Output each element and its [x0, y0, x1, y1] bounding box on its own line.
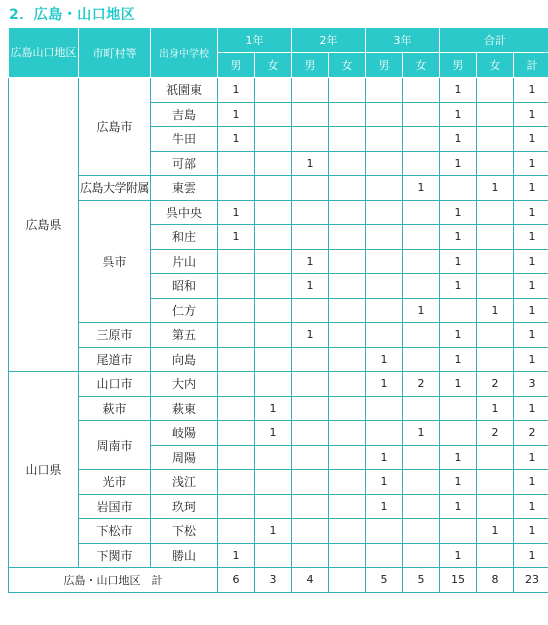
value-cell [255, 445, 292, 470]
value-cell [255, 494, 292, 519]
value-cell [292, 78, 329, 103]
value-cell [329, 298, 366, 323]
value-cell [477, 249, 514, 274]
value-cell: 1 [440, 102, 477, 127]
value-cell [329, 372, 366, 397]
school-cell: 可部 [151, 151, 218, 176]
value-cell [366, 274, 403, 299]
value-cell [218, 421, 255, 446]
value-cell [366, 298, 403, 323]
header-female: 女 [403, 53, 440, 78]
value-cell: 1 [514, 519, 548, 544]
value-cell: 2 [403, 372, 440, 397]
value-cell [255, 78, 292, 103]
value-cell: 1 [514, 102, 548, 127]
value-cell [292, 543, 329, 568]
value-cell [403, 78, 440, 103]
value-cell: 1 [514, 445, 548, 470]
value-cell [329, 445, 366, 470]
school-cell: 呉中央 [151, 200, 218, 225]
value-cell: 1 [514, 470, 548, 495]
total-cell: 15 [440, 568, 477, 593]
school-cell: 玖珂 [151, 494, 218, 519]
total-cell: 5 [403, 568, 440, 593]
header-year-2: 2年 [292, 28, 366, 53]
school-cell: 和庄 [151, 225, 218, 250]
value-cell [292, 347, 329, 372]
value-cell: 1 [366, 470, 403, 495]
header-male: 男 [218, 53, 255, 78]
value-cell: 1 [440, 274, 477, 299]
value-cell [218, 396, 255, 421]
value-cell: 1 [514, 543, 548, 568]
value-cell [366, 519, 403, 544]
value-cell: 1 [292, 249, 329, 274]
value-cell: 1 [514, 249, 548, 274]
total-cell: 5 [366, 568, 403, 593]
value-cell: 1 [440, 151, 477, 176]
value-cell [329, 421, 366, 446]
school-cell: 周陽 [151, 445, 218, 470]
value-cell: 2 [477, 372, 514, 397]
value-cell [477, 445, 514, 470]
table-row [9, 470, 548, 495]
value-cell [477, 102, 514, 127]
value-cell [403, 470, 440, 495]
city-cell: 周南市 [79, 421, 151, 470]
value-cell [329, 494, 366, 519]
value-cell [329, 470, 366, 495]
value-cell [329, 176, 366, 201]
value-cell [292, 225, 329, 250]
value-cell: 1 [440, 200, 477, 225]
value-cell [440, 396, 477, 421]
city-cell: 光市 [79, 470, 151, 495]
value-cell [218, 372, 255, 397]
value-cell: 1 [218, 102, 255, 127]
value-cell [366, 127, 403, 152]
school-cell: 萩東 [151, 396, 218, 421]
value-cell: 1 [255, 519, 292, 544]
value-cell [329, 249, 366, 274]
value-cell [329, 347, 366, 372]
value-cell [218, 347, 255, 372]
value-cell: 1 [218, 225, 255, 250]
value-cell [366, 176, 403, 201]
value-cell [292, 445, 329, 470]
header-female: 女 [255, 53, 292, 78]
value-cell [218, 176, 255, 201]
value-cell: 1 [403, 176, 440, 201]
value-cell [255, 543, 292, 568]
value-cell [440, 176, 477, 201]
total-label: 広島・山口地区 計 [9, 568, 218, 593]
total-cell: 23 [514, 568, 548, 593]
city-cell: 萩市 [79, 396, 151, 421]
value-cell [403, 543, 440, 568]
value-cell [403, 200, 440, 225]
value-cell [403, 347, 440, 372]
value-cell: 3 [514, 372, 548, 397]
value-cell: 1 [440, 127, 477, 152]
total-row [9, 568, 548, 593]
table-row [9, 396, 548, 421]
page-title: 2．広島・山口地区 [9, 7, 136, 23]
value-cell: 1 [440, 543, 477, 568]
value-cell: 1 [292, 274, 329, 299]
school-cell: 仁方 [151, 298, 218, 323]
value-cell [218, 519, 255, 544]
school-cell: 昭和 [151, 274, 218, 299]
school-cell: 下松 [151, 519, 218, 544]
school-cell: 向島 [151, 347, 218, 372]
region-cell: 広島県 [9, 78, 79, 372]
total-cell: 8 [477, 568, 514, 593]
header-sum: 合計 [440, 28, 548, 53]
value-cell [366, 543, 403, 568]
header-total: 計 [514, 53, 548, 78]
value-cell [329, 225, 366, 250]
value-cell [255, 176, 292, 201]
value-cell: 1 [440, 470, 477, 495]
region-cell: 山口県 [9, 372, 79, 568]
value-cell: 1 [440, 78, 477, 103]
value-cell: 1 [292, 323, 329, 348]
value-cell: 1 [514, 151, 548, 176]
value-cell: 2 [514, 421, 548, 446]
value-cell: 1 [218, 78, 255, 103]
value-cell [255, 127, 292, 152]
total-cell: 4 [292, 568, 329, 593]
city-cell: 山口市 [79, 372, 151, 397]
value-cell [255, 274, 292, 299]
table-row [9, 323, 548, 348]
table-row [9, 78, 548, 103]
value-cell [292, 176, 329, 201]
value-cell [477, 347, 514, 372]
value-cell: 1 [514, 274, 548, 299]
value-cell [292, 421, 329, 446]
value-cell [403, 127, 440, 152]
value-cell [477, 494, 514, 519]
value-cell [477, 78, 514, 103]
value-cell: 2 [477, 421, 514, 446]
value-cell [477, 127, 514, 152]
value-cell [403, 249, 440, 274]
value-cell [366, 249, 403, 274]
value-cell: 1 [292, 151, 329, 176]
value-cell [403, 494, 440, 519]
city-cell: 広島大学附属 [79, 176, 151, 201]
table-row [9, 347, 548, 372]
value-cell [329, 274, 366, 299]
value-cell [218, 470, 255, 495]
value-cell: 1 [366, 347, 403, 372]
city-cell: 岩国市 [79, 494, 151, 519]
value-cell: 1 [514, 176, 548, 201]
school-cell: 片山 [151, 249, 218, 274]
value-cell: 1 [477, 298, 514, 323]
header-male: 男 [292, 53, 329, 78]
value-cell: 1 [366, 445, 403, 470]
value-cell [255, 372, 292, 397]
value-cell [403, 323, 440, 348]
header-female: 女 [477, 53, 514, 78]
value-cell: 1 [366, 372, 403, 397]
value-cell [292, 396, 329, 421]
value-cell: 1 [440, 225, 477, 250]
value-cell [292, 102, 329, 127]
value-cell [477, 274, 514, 299]
value-cell: 1 [403, 298, 440, 323]
value-cell [366, 225, 403, 250]
city-cell: 広島市 [79, 78, 151, 176]
school-cell: 勝山 [151, 543, 218, 568]
table-row [9, 176, 548, 201]
value-cell [440, 421, 477, 446]
header-year-3: 3年 [366, 28, 440, 53]
value-cell [255, 225, 292, 250]
header-male: 男 [440, 53, 477, 78]
value-cell: 1 [514, 200, 548, 225]
value-cell: 1 [514, 225, 548, 250]
city-cell: 三原市 [79, 323, 151, 348]
header-male: 男 [366, 53, 403, 78]
value-cell: 1 [514, 78, 548, 103]
value-cell [477, 151, 514, 176]
school-cell: 浅江 [151, 470, 218, 495]
value-cell [366, 102, 403, 127]
value-cell [292, 372, 329, 397]
value-cell [403, 519, 440, 544]
value-cell: 1 [440, 372, 477, 397]
school-cell: 祇園東 [151, 78, 218, 103]
city-cell: 下松市 [79, 519, 151, 544]
header-year-1: 1年 [218, 28, 292, 53]
table-row [9, 494, 548, 519]
table-row [9, 543, 548, 568]
value-cell [440, 298, 477, 323]
value-cell [329, 543, 366, 568]
value-cell [366, 396, 403, 421]
value-cell [292, 127, 329, 152]
value-cell [255, 249, 292, 274]
value-cell [329, 396, 366, 421]
total-cell: 6 [218, 568, 255, 593]
value-cell [218, 298, 255, 323]
value-cell [329, 323, 366, 348]
value-cell: 1 [440, 445, 477, 470]
school-cell: 大内 [151, 372, 218, 397]
city-cell: 下関市 [79, 543, 151, 568]
value-cell [255, 102, 292, 127]
value-cell [329, 519, 366, 544]
value-cell [255, 470, 292, 495]
value-cell [366, 421, 403, 446]
value-cell [329, 102, 366, 127]
value-cell [477, 323, 514, 348]
value-cell [403, 225, 440, 250]
value-cell: 1 [218, 200, 255, 225]
header-female: 女 [329, 53, 366, 78]
value-cell: 1 [440, 347, 477, 372]
value-cell [477, 200, 514, 225]
value-cell: 1 [477, 176, 514, 201]
value-cell [218, 445, 255, 470]
value-cell: 1 [440, 249, 477, 274]
value-cell: 1 [218, 127, 255, 152]
table-row [9, 200, 548, 225]
value-cell [292, 494, 329, 519]
value-cell [329, 151, 366, 176]
value-cell: 1 [366, 494, 403, 519]
value-cell [292, 519, 329, 544]
value-cell [292, 200, 329, 225]
value-cell [403, 274, 440, 299]
value-cell [255, 323, 292, 348]
school-cell: 東雲 [151, 176, 218, 201]
value-cell [218, 151, 255, 176]
enrollment-table [8, 27, 548, 593]
table-row [9, 372, 548, 397]
value-cell: 1 [477, 396, 514, 421]
value-cell [218, 249, 255, 274]
value-cell: 1 [514, 323, 548, 348]
value-cell: 1 [514, 347, 548, 372]
total-cell: 3 [255, 568, 292, 593]
value-cell [255, 347, 292, 372]
value-cell: 1 [440, 494, 477, 519]
value-cell [403, 396, 440, 421]
value-cell [218, 494, 255, 519]
value-cell [218, 274, 255, 299]
value-cell [366, 151, 403, 176]
value-cell [440, 519, 477, 544]
value-cell: 1 [255, 421, 292, 446]
value-cell: 1 [440, 323, 477, 348]
city-cell: 尾道市 [79, 347, 151, 372]
school-cell: 牛田 [151, 127, 218, 152]
table-row [9, 421, 548, 446]
value-cell [329, 200, 366, 225]
value-cell [403, 102, 440, 127]
city-cell: 呉市 [79, 200, 151, 323]
school-cell: 第五 [151, 323, 218, 348]
value-cell: 1 [218, 543, 255, 568]
value-cell [366, 78, 403, 103]
value-cell [403, 445, 440, 470]
school-cell: 岐陽 [151, 421, 218, 446]
value-cell [292, 298, 329, 323]
header-region: 広島山口地区 [9, 28, 79, 78]
value-cell: 1 [514, 298, 548, 323]
value-cell [255, 298, 292, 323]
value-cell [255, 151, 292, 176]
value-cell [366, 323, 403, 348]
value-cell [218, 323, 255, 348]
value-cell [477, 225, 514, 250]
header-city: 市町村等 [79, 28, 151, 78]
value-cell: 1 [255, 396, 292, 421]
total-cell [329, 568, 366, 593]
value-cell [329, 78, 366, 103]
value-cell [366, 200, 403, 225]
table-row [9, 519, 548, 544]
value-cell [403, 151, 440, 176]
value-cell [477, 543, 514, 568]
value-cell: 1 [514, 396, 548, 421]
school-cell: 吉島 [151, 102, 218, 127]
header-school: 出身中学校 [151, 28, 218, 78]
value-cell [255, 200, 292, 225]
value-cell: 1 [477, 519, 514, 544]
value-cell [329, 127, 366, 152]
value-cell: 1 [514, 127, 548, 152]
value-cell: 1 [403, 421, 440, 446]
value-cell [477, 470, 514, 495]
value-cell: 1 [514, 494, 548, 519]
value-cell [292, 470, 329, 495]
